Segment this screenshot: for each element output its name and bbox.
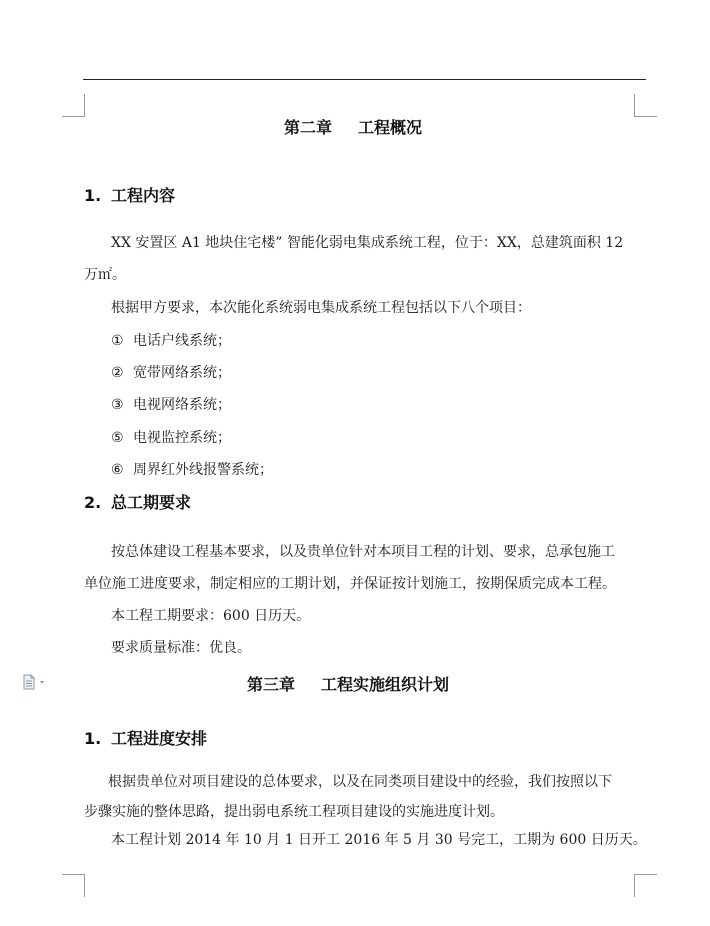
section-1-number: 1. xyxy=(84,186,102,205)
section-3-heading xyxy=(84,729,207,749)
list-item-text: 宽带网络系统； xyxy=(133,365,231,381)
chapter-2-number: 第二章 xyxy=(284,118,333,137)
list-item xyxy=(111,396,231,414)
section-3-number: 1. xyxy=(84,729,102,748)
progress-plan-dates: 本工程计划 2014 年 10 月 1 日开工 2016 年 5 月 30 号完工，工期为 600 日历天。 xyxy=(111,832,647,848)
list-item xyxy=(111,429,231,447)
progress-paragraph-1-line-1: 根据贵单位对项目建设的总体要求，以及在同类项目建设中的经验，我们按照以下 xyxy=(108,774,612,790)
chapter-3-title: 工程实施组织计划 xyxy=(321,675,450,694)
chapter-2-title: 工程概况 xyxy=(358,118,423,137)
chapter-3-heading xyxy=(247,675,449,695)
chapter-2-heading xyxy=(284,118,422,138)
schedule-duration: 本工程工期要求：600 日历天。 xyxy=(111,608,311,624)
schedule-paragraph-1-line-1: 按总体建设工程基本要求，以及贵单位针对本项目工程的计划、要求，总承包施工 xyxy=(111,544,615,560)
document-icon[interactable] xyxy=(22,674,48,690)
section-2-number: 2. xyxy=(84,493,102,512)
content-paragraph-1-line-1: XX 安置区 A1 地块住宅楼” 智能化弱电集成系统工程，位于：XX，总建筑面积 12 xyxy=(111,235,624,251)
crop-mark-top-right xyxy=(634,94,657,117)
chapter-3-number: 第三章 xyxy=(247,675,296,694)
crop-mark-bottom-left xyxy=(62,874,85,897)
list-item-marker: ⑤ xyxy=(111,430,124,446)
crop-mark-bottom-right xyxy=(634,874,657,897)
quality-standard: 要求质量标准：优良。 xyxy=(111,640,251,656)
list-item-marker: ② xyxy=(111,365,124,381)
list-item-text: 电话户线系统； xyxy=(133,333,231,349)
section-3-title: 工程进度安排 xyxy=(111,729,208,748)
list-item-marker: ⑥ xyxy=(111,462,124,478)
list-item xyxy=(111,461,273,479)
list-item-marker: ③ xyxy=(111,397,124,413)
list-item-text: 电视监控系统； xyxy=(133,430,231,446)
list-item-marker: ① xyxy=(111,333,124,349)
header-rule xyxy=(83,79,646,80)
schedule-paragraph-1-line-2: 单位施工进度要求，制定相应的工期计划，并保证按计划施工，按期保质完成本工程。 xyxy=(84,576,616,592)
section-1-heading xyxy=(84,186,175,206)
section-1-title: 工程内容 xyxy=(111,186,176,205)
crop-mark-top-left xyxy=(62,94,85,117)
section-2-heading xyxy=(84,493,191,513)
list-item xyxy=(111,364,231,382)
section-2-title: 总工期要求 xyxy=(111,493,192,512)
list-item-text: 周界红外线报警系统； xyxy=(133,462,273,478)
list-item-text: 电视网络系统； xyxy=(133,397,231,413)
list-item xyxy=(111,332,231,350)
content-paragraph-1-line-2: 万㎡。 xyxy=(84,267,126,283)
progress-paragraph-1-line-2: 步骤实施的整体思路，提出弱电系统工程项目建设的实施进度计划。 xyxy=(84,804,504,820)
content-paragraph-2: 根据甲方要求，本次能化系统弱电集成系统工程包括以下八个项目： xyxy=(111,300,531,316)
